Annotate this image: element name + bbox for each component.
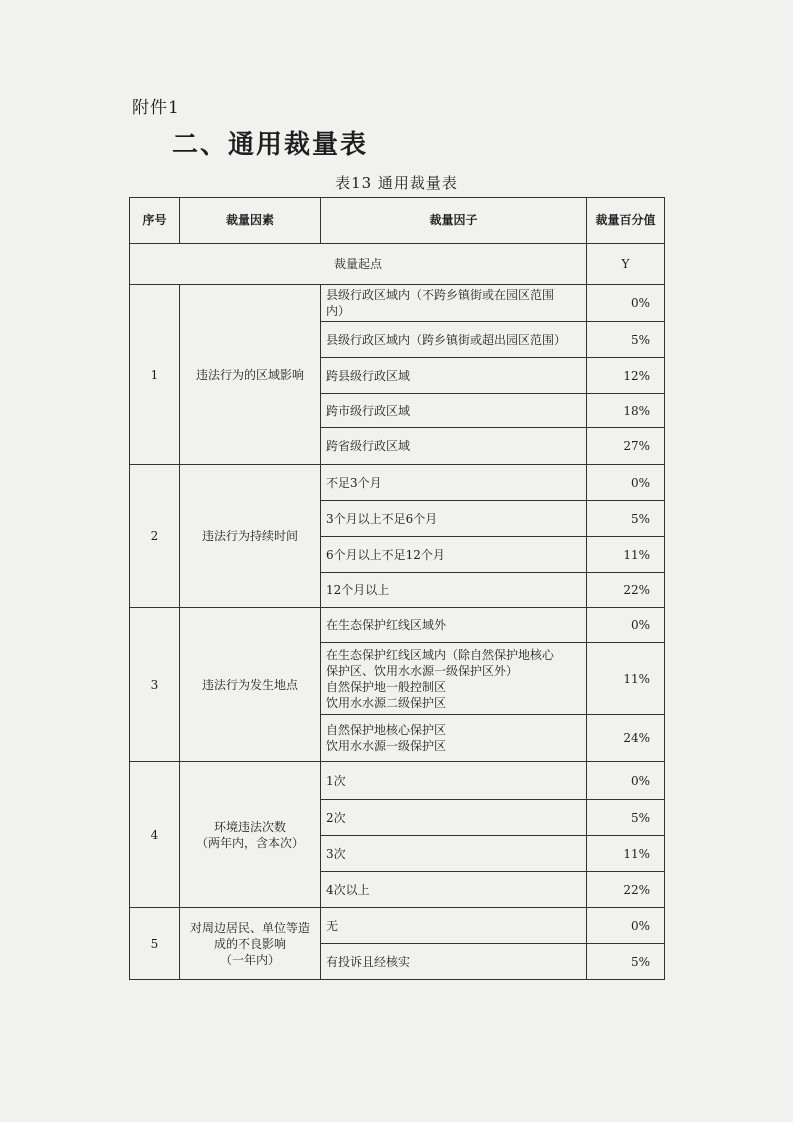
table-caption: 表13 通用裁量表 xyxy=(335,174,458,192)
table-row xyxy=(130,285,665,322)
criterion-line: 内） xyxy=(326,304,351,319)
criterion-line: 6个月以上不足12个月 xyxy=(326,547,445,562)
criterion-cell xyxy=(321,944,587,980)
percentage-cell: 11% xyxy=(587,537,665,573)
criterion-line: 自然保护地一般控制区 xyxy=(326,679,447,694)
table-row xyxy=(130,762,665,800)
criterion-cell xyxy=(321,872,587,908)
group-index: 1 xyxy=(130,285,180,465)
factor-line: 违法行为持续时间 xyxy=(201,529,298,544)
percentage-cell: 0% xyxy=(587,608,665,643)
criterion-cell xyxy=(321,762,587,800)
criterion-line: 3次 xyxy=(326,846,346,861)
table-row xyxy=(130,908,665,944)
percentage-cell: 5% xyxy=(587,322,665,358)
start-row xyxy=(130,244,665,285)
factor-line: 成的不良影响 xyxy=(213,936,286,951)
header-factor: 裁量因素 xyxy=(180,198,321,244)
table-row xyxy=(130,465,665,501)
criterion-line: 跨县级行政区域 xyxy=(326,368,411,383)
criterion-line: 饮用水水源二级保护区 xyxy=(326,696,447,711)
percentage-cell: 0% xyxy=(587,908,665,944)
criterion-cell xyxy=(321,358,587,394)
header-index: 序号 xyxy=(130,198,180,244)
criterion-cell xyxy=(321,573,587,608)
criterion-cell xyxy=(321,537,587,573)
annex-label: 附件1 xyxy=(132,98,180,118)
criterion-line: 在生态保护红线区域内（除自然保护地核心 xyxy=(326,647,555,662)
percentage-cell: 27% xyxy=(587,428,665,465)
criterion-line: 在生态保护红线区域外 xyxy=(326,618,447,633)
criterion-cell xyxy=(321,465,587,501)
criterion-line: 跨市级行政区域 xyxy=(326,403,411,418)
header-percentage: 裁量百分值 xyxy=(587,198,665,244)
factor-line: 违法行为发生地点 xyxy=(201,677,298,692)
factor-line: （两年内，含本次） xyxy=(195,835,304,850)
criterion-cell xyxy=(321,836,587,872)
percentage-cell: 11% xyxy=(587,836,665,872)
percentage-cell: 0% xyxy=(587,762,665,800)
criterion-line: 不足3个月 xyxy=(326,475,382,490)
header-criterion: 裁量因子 xyxy=(321,198,587,244)
group-index: 2 xyxy=(130,465,180,608)
start-label: 裁量起点 xyxy=(130,244,587,285)
percentage-cell: 11% xyxy=(587,643,665,715)
group-factor xyxy=(180,908,321,980)
criterion-cell xyxy=(321,394,587,428)
criterion-line: 保护区、饮用水水源一级保护区外） xyxy=(326,663,519,678)
criterion-line: 3个月以上不足6个月 xyxy=(326,511,438,526)
criterion-cell xyxy=(321,715,587,762)
percentage-cell: 24% xyxy=(587,715,665,762)
table-header-row xyxy=(130,198,665,244)
criterion-line: 4次以上 xyxy=(326,882,370,897)
table-body xyxy=(130,244,665,980)
percentage-cell: 5% xyxy=(587,501,665,537)
criterion-line: 无 xyxy=(326,918,339,933)
group-index: 4 xyxy=(130,762,180,908)
percentage-cell: 0% xyxy=(587,285,665,322)
section-title: 二、通用裁量表 xyxy=(172,130,369,160)
criterion-cell xyxy=(321,800,587,836)
criterion-cell xyxy=(321,285,587,322)
criterion-line: 饮用水水源一级保护区 xyxy=(326,739,447,754)
percentage-cell: 5% xyxy=(587,800,665,836)
discretion-table xyxy=(129,197,665,980)
group-index: 3 xyxy=(130,608,180,762)
percentage-cell: 5% xyxy=(587,944,665,980)
group-factor xyxy=(180,762,321,908)
group-factor xyxy=(180,608,321,762)
start-value: Y xyxy=(587,244,665,285)
criterion-cell xyxy=(321,501,587,537)
table-row xyxy=(130,608,665,643)
factor-line: 违法行为的区域影响 xyxy=(195,367,304,382)
criterion-cell xyxy=(321,908,587,944)
group-factor xyxy=(180,465,321,608)
criterion-line: 自然保护地核心保护区 xyxy=(326,723,447,738)
criterion-line: 县级行政区域内（不跨乡镇街或在园区范围 xyxy=(326,288,555,302)
criterion-line: 12个月以上 xyxy=(326,583,390,598)
factor-line: （一年内） xyxy=(219,952,280,967)
criterion-line: 有投诉且经核实 xyxy=(326,954,411,969)
criterion-line: 2次 xyxy=(326,810,346,825)
criterion-line: 1次 xyxy=(326,773,346,788)
criterion-line: 县级行政区域内（跨乡镇街或超出园区范围） xyxy=(326,332,567,347)
percentage-cell: 0% xyxy=(587,465,665,501)
percentage-cell: 22% xyxy=(587,872,665,908)
criterion-cell xyxy=(321,608,587,643)
factor-line: 对周边居民、单位等造 xyxy=(189,920,310,935)
percentage-cell: 22% xyxy=(587,573,665,608)
criterion-line: 跨省级行政区域 xyxy=(326,439,411,454)
criterion-cell xyxy=(321,322,587,358)
factor-line: 环境违法次数 xyxy=(213,819,286,834)
criterion-cell xyxy=(321,643,587,715)
percentage-cell: 18% xyxy=(587,394,665,428)
group-index: 5 xyxy=(130,908,180,980)
group-factor xyxy=(180,285,321,465)
criterion-cell xyxy=(321,428,587,465)
percentage-cell: 12% xyxy=(587,358,665,394)
